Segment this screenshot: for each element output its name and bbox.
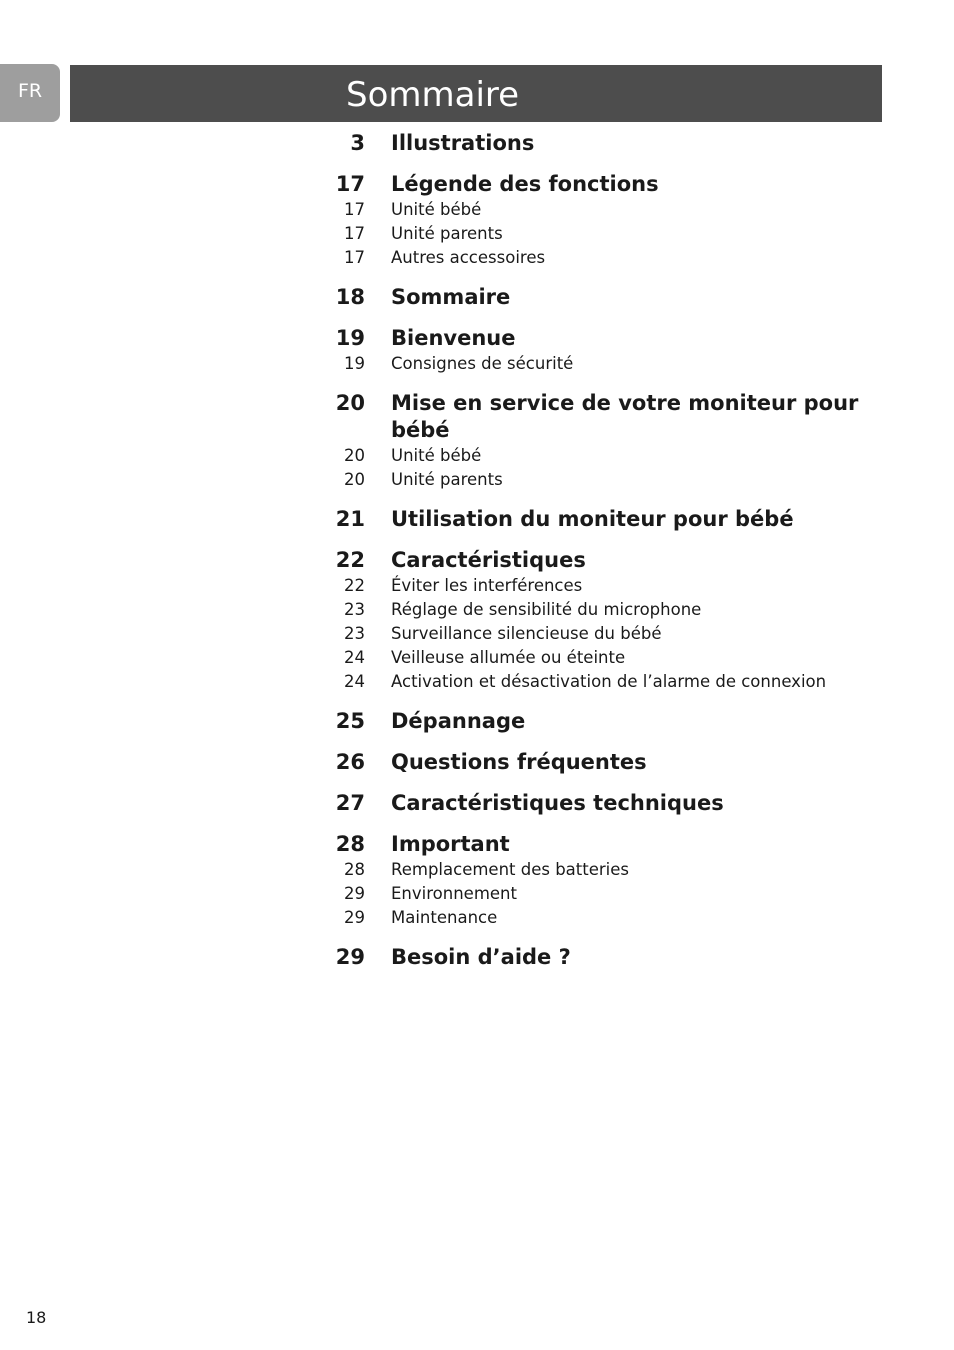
toc-subentry-page: 20: [344, 470, 365, 489]
toc-entry-page: 20: [335, 391, 365, 415]
toc-subentry-title: Environnement: [391, 884, 517, 903]
toc-entry[interactable]: [330, 749, 870, 776]
toc-entry-page: 29: [335, 945, 365, 969]
toc-subentry-title: Unité parents: [391, 470, 503, 489]
toc-entry[interactable]: [330, 547, 870, 574]
toc-entry-page: 25: [335, 709, 365, 733]
toc-subentry[interactable]: [330, 198, 870, 222]
toc-subentry-title: Surveillance silencieuse du bébé: [391, 624, 662, 643]
toc-entry-page: 27: [335, 791, 365, 815]
toc-entry[interactable]: [330, 390, 870, 444]
toc-entry-title: Utilisation du moniteur pour bébé: [391, 507, 794, 531]
toc-section: [330, 749, 870, 776]
toc-subentry-page: 29: [344, 884, 365, 903]
page-title: Sommaire: [346, 75, 520, 115]
toc-subentry[interactable]: [330, 444, 870, 468]
toc-subentry-title: Unité parents: [391, 224, 503, 243]
toc-entry[interactable]: [330, 325, 870, 352]
toc-subentry-page: 20: [344, 446, 365, 465]
toc-subentry[interactable]: [330, 906, 870, 930]
toc-section: [330, 506, 870, 533]
toc-section: [330, 790, 870, 817]
toc-entry-page: 26: [335, 750, 365, 774]
toc-subentry-page: 24: [344, 648, 365, 667]
toc-entry-page: 17: [335, 172, 365, 196]
toc-entry-page: 19: [335, 326, 365, 350]
toc-entry[interactable]: [330, 790, 870, 817]
toc-subentry[interactable]: [330, 222, 870, 246]
toc-entry-title: Dépannage: [391, 709, 526, 733]
toc-subentry-page: 17: [344, 248, 365, 267]
toc-entry[interactable]: [330, 944, 870, 971]
toc-subentry[interactable]: [330, 646, 870, 670]
toc-entry-title: Questions fréquentes: [391, 750, 647, 774]
toc-subentry[interactable]: [330, 622, 870, 646]
toc-subentry-page: 28: [344, 860, 365, 879]
toc-entry-page: 18: [335, 285, 365, 309]
toc-section: [330, 708, 870, 735]
toc-entry[interactable]: [330, 831, 870, 858]
toc-entry-title: Caractéristiques: [391, 548, 586, 572]
toc-entry-page: 28: [335, 832, 365, 856]
toc-section: [330, 547, 870, 694]
toc-entry-title: Légende des fonctions: [391, 172, 659, 196]
toc-subentry-title: Unité bébé: [391, 200, 482, 219]
toc-entry[interactable]: [330, 708, 870, 735]
toc-entry-page: 3: [350, 131, 365, 155]
toc-section: [330, 390, 870, 492]
toc-entry-title: Bienvenue: [391, 326, 516, 350]
toc-subentry[interactable]: [330, 468, 870, 492]
toc-entry-title: Caractéristiques techniques: [391, 791, 724, 815]
toc-subentry-page: 22: [344, 576, 365, 595]
toc-subentry[interactable]: [330, 574, 870, 598]
toc-subentry-page: 17: [344, 200, 365, 219]
toc-subentry-title: Unité bébé: [391, 446, 482, 465]
toc-entry[interactable]: [330, 506, 870, 533]
toc-section: [330, 171, 870, 270]
toc-entry-title: Sommaire: [391, 285, 511, 309]
title-bar: [70, 65, 882, 122]
toc-subentry[interactable]: [330, 670, 870, 694]
language-tab-label: FR: [18, 80, 43, 102]
toc-subentry[interactable]: [330, 598, 870, 622]
toc-subentry-page: 24: [344, 672, 365, 691]
toc-subentry-title: Maintenance: [391, 908, 498, 927]
toc-subentry-page: 19: [344, 354, 365, 373]
toc-subentry-title: Consignes de sécurité: [391, 354, 574, 373]
toc-subentry-title: Veilleuse allumée ou éteinte: [391, 648, 626, 667]
language-tab: [0, 64, 60, 122]
table-of-contents: [330, 130, 870, 985]
toc-subentry-title: Remplacement des batteries: [391, 860, 629, 879]
toc-subentry[interactable]: [330, 858, 870, 882]
toc-section: [330, 130, 870, 157]
toc-subentry-title: Autres accessoires: [391, 248, 546, 267]
toc-subentry-title: Réglage de sensibilité du microphone: [391, 600, 702, 619]
toc-entry-page: 21: [335, 507, 365, 531]
toc-subentry-page: 17: [344, 224, 365, 243]
toc-entry-title: Illustrations: [391, 131, 535, 155]
toc-section: [330, 325, 870, 376]
toc-subentry-title: Activation et désactivation de l’alarme de connexion: [391, 672, 827, 691]
toc-subentry-page: 23: [344, 600, 365, 619]
toc-section: [330, 831, 870, 930]
toc-entry-page: 22: [335, 548, 365, 572]
toc-section: [330, 944, 870, 971]
toc-entry-title: Besoin d’aide ?: [391, 945, 571, 969]
toc-subentry-page: 29: [344, 908, 365, 927]
toc-subentry[interactable]: [330, 246, 870, 270]
toc-entry[interactable]: [330, 171, 870, 198]
toc-entry[interactable]: [330, 130, 870, 157]
toc-entry-title: Mise en service de votre moniteur pour bébé: [391, 391, 859, 442]
page-number: 18: [26, 1308, 47, 1327]
toc-subentry-title: Éviter les interférences: [391, 576, 583, 595]
toc-entry[interactable]: [330, 284, 870, 311]
toc-entry-title: Important: [391, 832, 510, 856]
toc-subentry-page: 23: [344, 624, 365, 643]
toc-section: [330, 284, 870, 311]
toc-subentry[interactable]: [330, 352, 870, 376]
toc-subentry[interactable]: [330, 882, 870, 906]
